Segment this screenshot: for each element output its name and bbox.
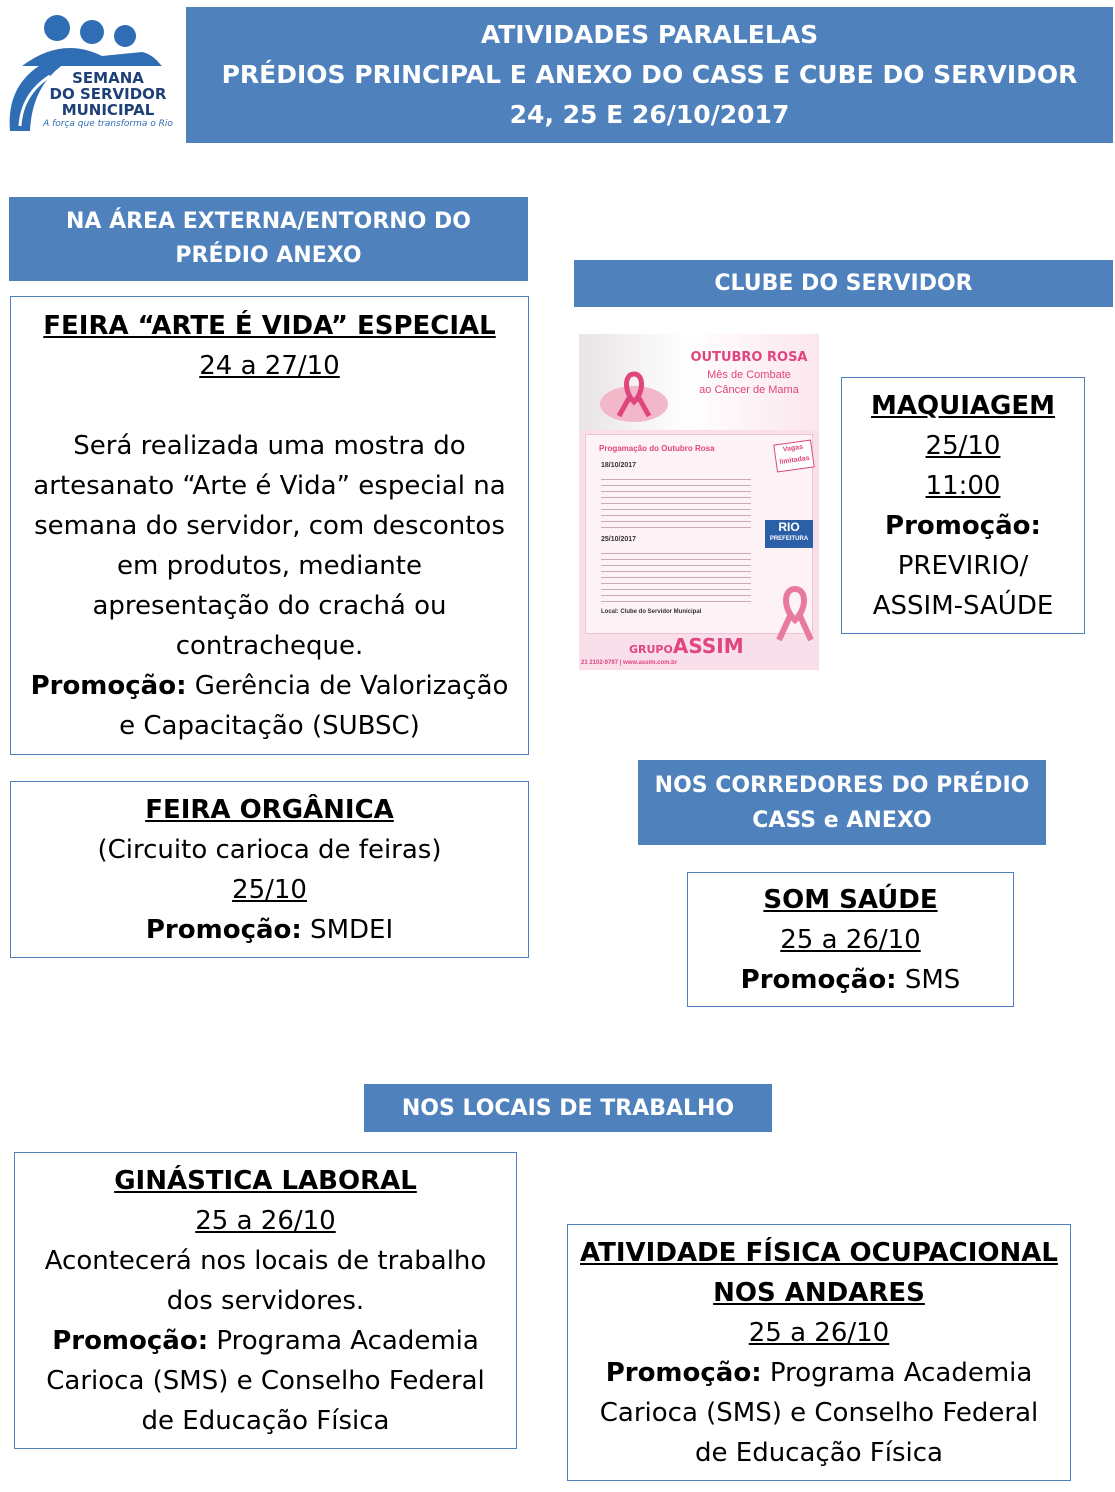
som-saude-promo-value: SMS xyxy=(896,964,961,995)
ginastica-promo xyxy=(15,1321,516,1361)
poster-title: OUTUBRO ROSA xyxy=(690,350,808,365)
feira-arte-desc3: semana do servidor, com descontos xyxy=(34,510,505,541)
poster-vagas-badge xyxy=(773,439,815,472)
poster-date2: 25/10/2017 xyxy=(601,536,637,543)
logo-line2: DO SERVIDOR xyxy=(49,85,167,103)
feira-arte-promo1: Gerência de Valorização xyxy=(186,670,509,701)
section-corredores xyxy=(638,760,1046,845)
ginastica-promo1: Programa Academia xyxy=(208,1325,479,1356)
feira-organica-title: FEIRA ORGÂNICA xyxy=(145,794,394,825)
section-area-externa xyxy=(9,197,528,281)
rio-prefeitura-logo xyxy=(765,520,813,548)
ribbon-large-icon xyxy=(775,584,815,644)
poster-grupo: GRUPO xyxy=(629,643,673,656)
ginastica-title: GINÁSTICA LABORAL xyxy=(114,1165,417,1196)
section-externa-line1: NA ÁREA EXTERNA/ENTORNO DO xyxy=(65,209,472,234)
atividade-promo2: Carioca (SMS) e Conselho Federal xyxy=(599,1397,1039,1428)
ginastica-promo2: Carioca (SMS) e Conselho Federal xyxy=(46,1365,485,1396)
ginastica-promo3: de Educação Física xyxy=(141,1405,390,1436)
spacer xyxy=(11,386,528,426)
feira-organica-promo xyxy=(11,910,528,950)
maquiagem-card xyxy=(841,377,1085,634)
feira-arte-desc6: contracheque. xyxy=(175,630,364,661)
feira-arte-date: 24 a 27/10 xyxy=(199,350,340,381)
poster-phone: 21 2102-9797 | www.assim.com.br xyxy=(581,660,678,666)
som-saude-promo xyxy=(688,960,1013,1000)
header-banner xyxy=(186,7,1113,143)
maquiagem-promo1: PREVIRIO/ xyxy=(897,550,1029,581)
poster-prefeitura: PREFEITURA xyxy=(769,536,809,542)
feira-arte-desc4: em produtos, mediante xyxy=(117,550,422,581)
logo-line1: SEMANA xyxy=(72,69,144,87)
ginastica-date: 25 a 26/10 xyxy=(195,1205,336,1236)
header-line1: ATIVIDADES PARALELAS xyxy=(480,20,819,49)
feira-organica-card xyxy=(10,781,529,958)
poster-local: Local: Clube do Servidor Municipal xyxy=(601,609,702,615)
feira-organica-subtitle: (Circuito carioca de feiras) xyxy=(97,834,442,865)
section-externa-line2: PRÉDIO ANEXO xyxy=(175,243,362,268)
header-line2: PRÉDIOS PRINCIPAL E ANEXO DO CASS E CUBE DO SERVIDOR xyxy=(221,60,1078,89)
promo-label: Promoção: xyxy=(52,1325,209,1356)
som-saude-date: 25 a 26/10 xyxy=(780,924,921,955)
ginastica-desc2: dos servidores. xyxy=(166,1285,365,1316)
atividade-title1: ATIVIDADE FÍSICA OCUPACIONAL xyxy=(580,1237,1058,1268)
maquiagem-promo-label: Promoção: xyxy=(885,510,1041,541)
feira-organica-date: 25/10 xyxy=(232,874,307,905)
poster-date1: 18/10/2017 xyxy=(601,462,637,469)
atividade-promo3: de Educação Física xyxy=(695,1437,943,1468)
section-corredores-line2: CASS e ANEXO xyxy=(752,807,932,833)
promo-label: Promoção: xyxy=(30,670,187,701)
poster-sub2: ao Câncer de Mama xyxy=(699,384,799,396)
atividade-promo1: Programa Academia xyxy=(761,1357,1033,1388)
atividade-fisica-card xyxy=(567,1224,1071,1481)
section-locais-trabalho xyxy=(364,1084,772,1132)
feira-arte-promo2: e Capacitação (SUBSC) xyxy=(119,710,420,741)
section-corredores-line1: NOS CORREDORES DO PRÉDIO xyxy=(654,772,1030,798)
promo-label: Promoção: xyxy=(605,1357,762,1388)
poster-prog: Progamação do Outubro Rosa xyxy=(599,444,715,453)
ginastica-laboral-card xyxy=(14,1152,517,1449)
poster-lines1 xyxy=(601,474,751,532)
poster-vagas2: limitadas xyxy=(779,454,811,467)
section-locais-label: NOS LOCAIS DE TRABALHO xyxy=(401,1095,735,1121)
som-saude-title: SOM SAÚDE xyxy=(763,884,938,915)
som-saude-card xyxy=(687,872,1014,1007)
pink-ribbon-icon xyxy=(599,364,669,424)
feira-arte-promo xyxy=(11,666,528,706)
logo-tagline: A força que transforma o Rio xyxy=(43,119,173,129)
maquiagem-time: 11:00 xyxy=(925,470,1001,501)
atividade-title2: NOS ANDARES xyxy=(713,1277,925,1308)
poster-assim: ASSIM xyxy=(672,634,744,658)
maquiagem-date: 25/10 xyxy=(925,430,1001,461)
poster-lines2 xyxy=(601,548,751,606)
feira-arte-title: FEIRA “ARTE É VIDA” ESPECIAL xyxy=(43,310,496,341)
poster-sub1: Mês de Combate xyxy=(707,369,791,381)
feira-arte-desc2: artesanato “Arte é Vida” especial na xyxy=(33,470,506,501)
outubro-rosa-poster xyxy=(579,334,819,670)
feira-organica-promo-value: SMDEI xyxy=(301,914,394,945)
atividade-promo xyxy=(568,1353,1070,1393)
logo-line3: MUNICIPAL xyxy=(61,101,155,119)
maquiagem-promo2: ASSIM-SAÚDE xyxy=(872,590,1054,621)
event-logo xyxy=(2,6,174,136)
atividade-date: 25 a 26/10 xyxy=(748,1317,890,1348)
section-clube-servidor xyxy=(574,260,1113,307)
section-clube-label: CLUBE DO SERVIDOR xyxy=(714,271,973,296)
poster-vagas1: Vagas xyxy=(782,443,804,454)
promo-label: Promoção: xyxy=(740,964,897,995)
logo-text xyxy=(42,70,174,130)
poster-grupo-assim xyxy=(629,634,744,658)
maquiagem-title: MAQUIAGEM xyxy=(871,390,1055,421)
feira-arte-desc5: apresentação do crachá ou xyxy=(92,590,447,621)
header-line3: 24, 25 E 26/10/2017 xyxy=(509,100,790,129)
feira-arte-desc1: Será realizada uma mostra do xyxy=(73,430,466,461)
promo-label: Promoção: xyxy=(145,914,302,945)
ginastica-desc1: Acontecerá nos locais de trabalho xyxy=(44,1245,487,1276)
poster-rio: RIO xyxy=(778,520,800,534)
feira-arte-vida-card xyxy=(10,296,529,755)
